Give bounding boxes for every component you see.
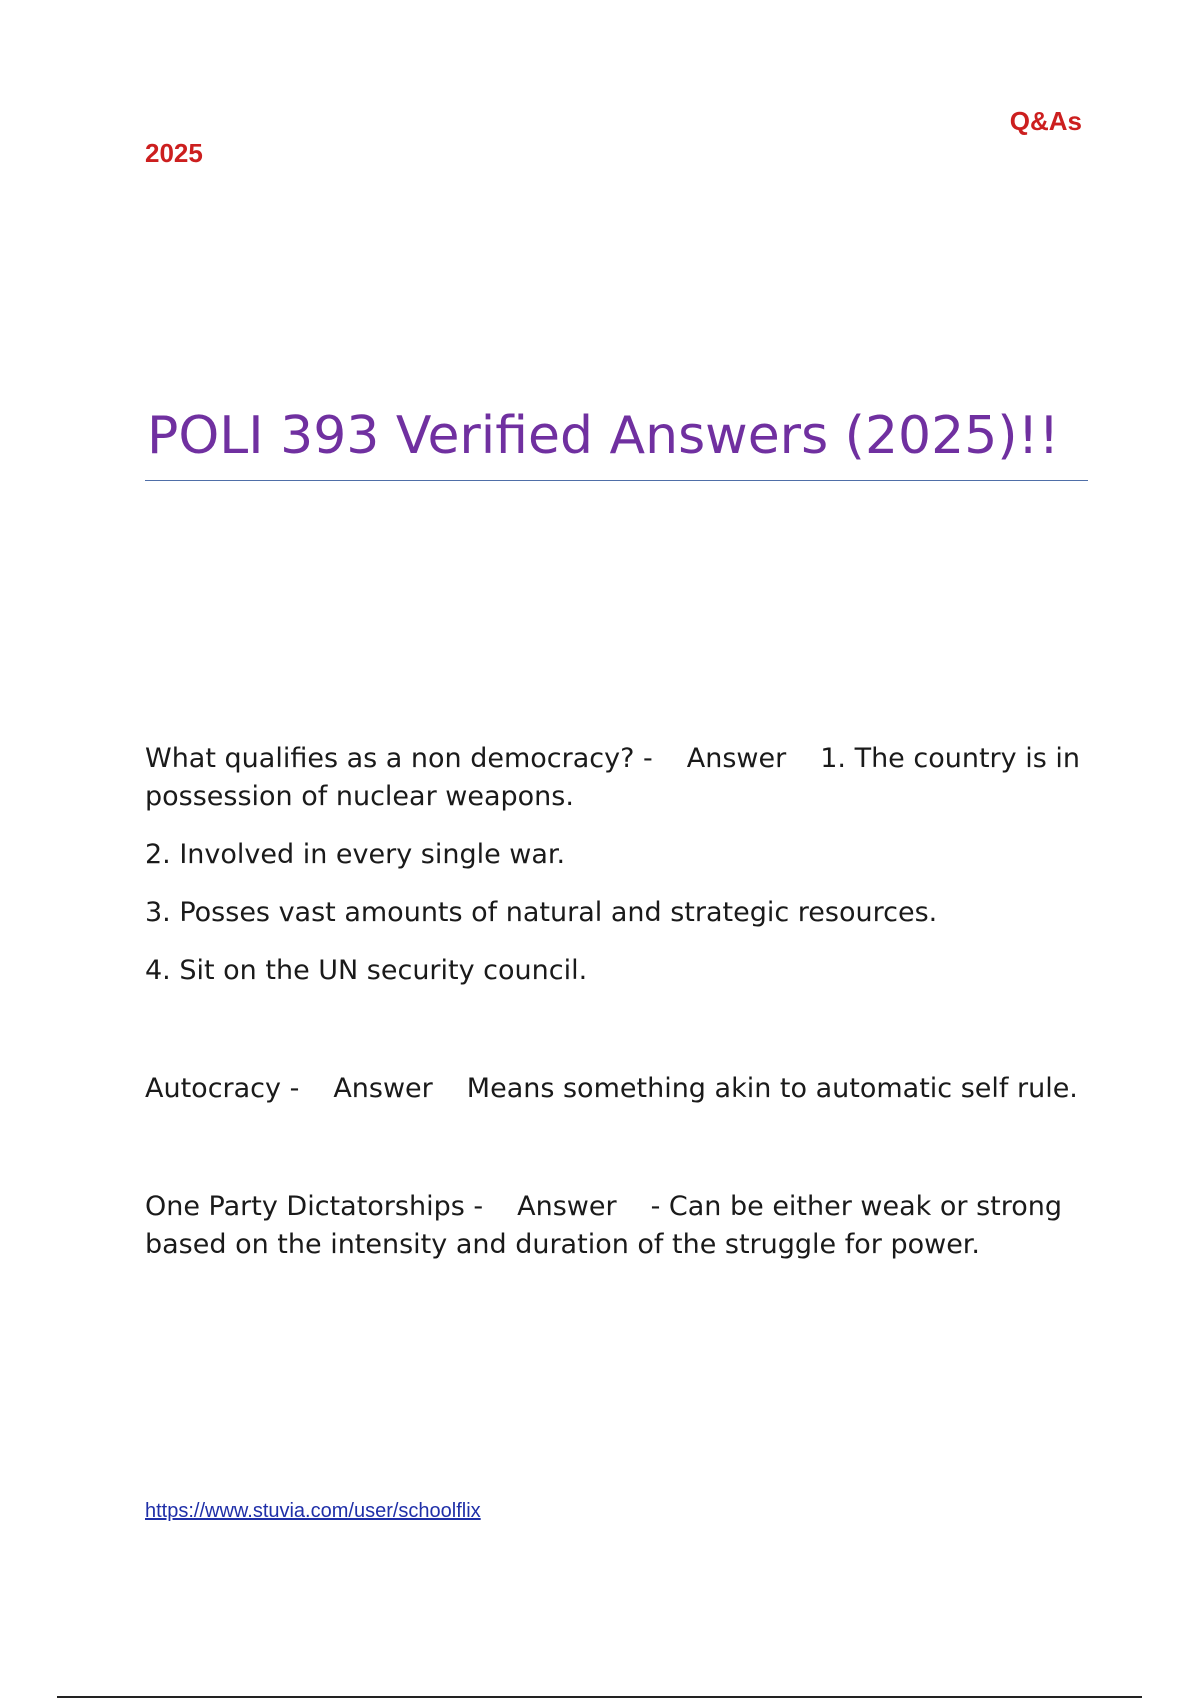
- question-text: What qualifies as a non democracy? -: [145, 743, 653, 774]
- answer-text: Means something akin to automatic self rule.: [466, 1073, 1078, 1104]
- question-text: Autocracy -: [145, 1073, 300, 1104]
- header-year: 2025: [145, 138, 203, 168]
- qa-line: [145, 740, 1085, 816]
- document-title: POLI 393 Verified Answers (2025)!!: [147, 406, 1060, 466]
- answer-point: 3. Posses vast amounts of natural and strategic resources.: [145, 897, 938, 928]
- qa-line: [145, 1188, 1085, 1264]
- footer-rule: [57, 1696, 1142, 1698]
- answer-label: Answer: [517, 1191, 617, 1222]
- answer-text: - Can be either weak or strong based on the intensity and duration of the struggle for power.: [145, 1191, 1063, 1260]
- qa-item-autocracy: [145, 1070, 1085, 1108]
- qa-content: [145, 740, 1085, 1264]
- question-text: One Party Dictatorships -: [145, 1191, 484, 1222]
- answer-text: 1. The country is in possession of nuclear weapons.: [145, 743, 1080, 812]
- answer-point: 2. Involved in every single war.: [145, 839, 566, 870]
- answer-label: Answer: [686, 743, 787, 774]
- title-underline: [145, 480, 1088, 481]
- source-link[interactable]: https://www.stuvia.com/user/schoolflix: [145, 1500, 481, 1522]
- qa-line: [145, 1070, 1085, 1108]
- qa-item-non-democracy: [145, 740, 1085, 990]
- header-qa-label: Q&As: [1009, 106, 1082, 136]
- qa-item-one-party-dictatorships: [145, 1188, 1085, 1264]
- answer-point: 4. Sit on the UN security council.: [145, 955, 588, 986]
- answer-label: Answer: [333, 1073, 433, 1104]
